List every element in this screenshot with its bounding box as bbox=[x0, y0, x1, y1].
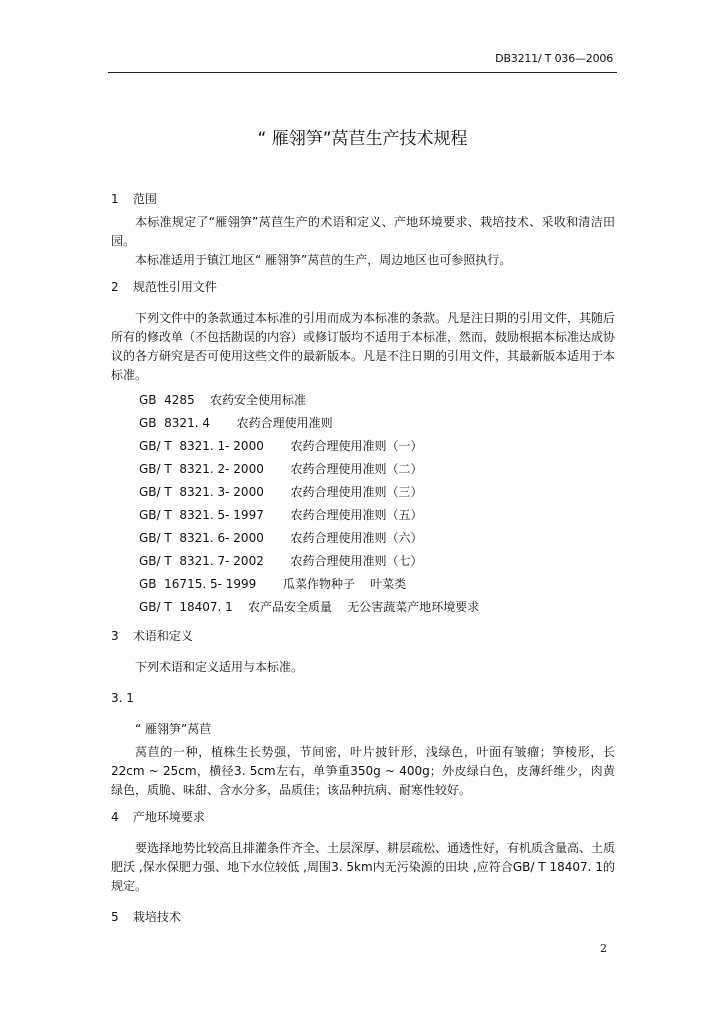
section-number: 4 bbox=[111, 810, 119, 824]
header-rule bbox=[108, 72, 617, 73]
term-name: “ 雁翎笋”莴苣 bbox=[135, 722, 212, 736]
document-title: “ 雁翎笋”莴苣生产技术规程 bbox=[257, 129, 468, 149]
reference-item: GB/ T 8321. 1- 2000 农药合理使用准则（一） bbox=[139, 439, 423, 453]
reference-item: GB/ T 8321. 7- 2002 农药合理使用准则（七） bbox=[139, 554, 423, 568]
section-title: 规范性引用文件 bbox=[132, 280, 217, 294]
paragraph: 要选择地势比较高且排灌条件齐全、土层深厚、耕层疏松、通透性好，有机质含量高、土质肥沃 ,保水保肥力强、地下水位较低 ,周围3. 5km内无污染源的田块 ,应符合GB/ T 18407. 1的规定。 bbox=[111, 841, 616, 893]
section-1-heading bbox=[111, 190, 615, 209]
section-number: 3 bbox=[111, 629, 119, 643]
reference-item: GB/ T 8321. 5- 1997 农药合理使用准则（五） bbox=[139, 508, 423, 522]
page-number: 2 bbox=[600, 942, 607, 955]
paragraph: 下列术语和定义适用与本标准。 bbox=[135, 660, 304, 674]
paragraph: 本标准规定了“雁翎笋”莴苣生产的术语和定义、产地环境要求、栽培技术、采收和清洁田园。 bbox=[111, 215, 615, 248]
section-number: 1 bbox=[111, 192, 119, 206]
reference-item: GB 8321. 4 农药合理使用准则 bbox=[139, 416, 333, 430]
section-number: 5 bbox=[111, 910, 119, 924]
reference-item: GB 4285 农药安全使用标准 bbox=[139, 393, 306, 407]
section-title: 产地环境要求 bbox=[132, 810, 205, 824]
term-definition: 莴苣的一种，植株生长势强，节间密，叶片披针形，浅绿色，叶面有皱瘤；笋棱形，长22cm ~ 25cm，横径3. 5cm左右，单笋重350g ~ 400g；外皮绿白色，皮薄纤维少，肉黄绿色，质脆、味甜、含水分多，品质佳；该品种抗病、耐寒性较好。 bbox=[111, 745, 615, 797]
section-title: 术语和定义 bbox=[132, 629, 193, 643]
reference-item: GB/ T 18407. 1 农产品安全质量 无公害蔬菜产地环境要求 bbox=[139, 600, 480, 614]
subsection-number: 3. 1 bbox=[111, 691, 134, 705]
section-2-heading bbox=[111, 278, 615, 297]
section-3-heading bbox=[111, 627, 615, 646]
section-title: 栽培技术 bbox=[132, 910, 181, 924]
reference-item: GB/ T 8321. 3- 2000 农药合理使用准则（三） bbox=[139, 485, 423, 499]
paragraph: 本标准适用于镇江地区“ 雁翎笋”莴苣的生产，周边地区也可参照执行。 bbox=[135, 253, 512, 267]
paragraph: 下列文件中的条款通过本标准的引用而成为本标准的条款。凡是注日期的引用文件，其随后所有的修改单（不包括勘误的内容）或修订版均不适用于本标准，然而，鼓励根据本标准达成协议的各方研究是否可使用这些文件的最新版本。凡是不注日期的引用文件，其最新版本适用于本标准。 bbox=[111, 311, 616, 382]
standard-code: DB3211/ T 036—2006 bbox=[495, 52, 613, 65]
section-5-heading bbox=[111, 908, 615, 927]
section-4-heading bbox=[111, 808, 615, 827]
reference-item: GB/ T 8321. 2- 2000 农药合理使用准则（二） bbox=[139, 462, 423, 476]
reference-item: GB/ T 8321. 6- 2000 农药合理使用准则（六） bbox=[139, 531, 423, 545]
reference-item: GB 16715. 5- 1999 瓜菜作物种子 叶菜类 bbox=[139, 577, 407, 591]
section-title: 范围 bbox=[132, 192, 157, 206]
section-number: 2 bbox=[111, 280, 119, 294]
document-body bbox=[111, 190, 615, 927]
